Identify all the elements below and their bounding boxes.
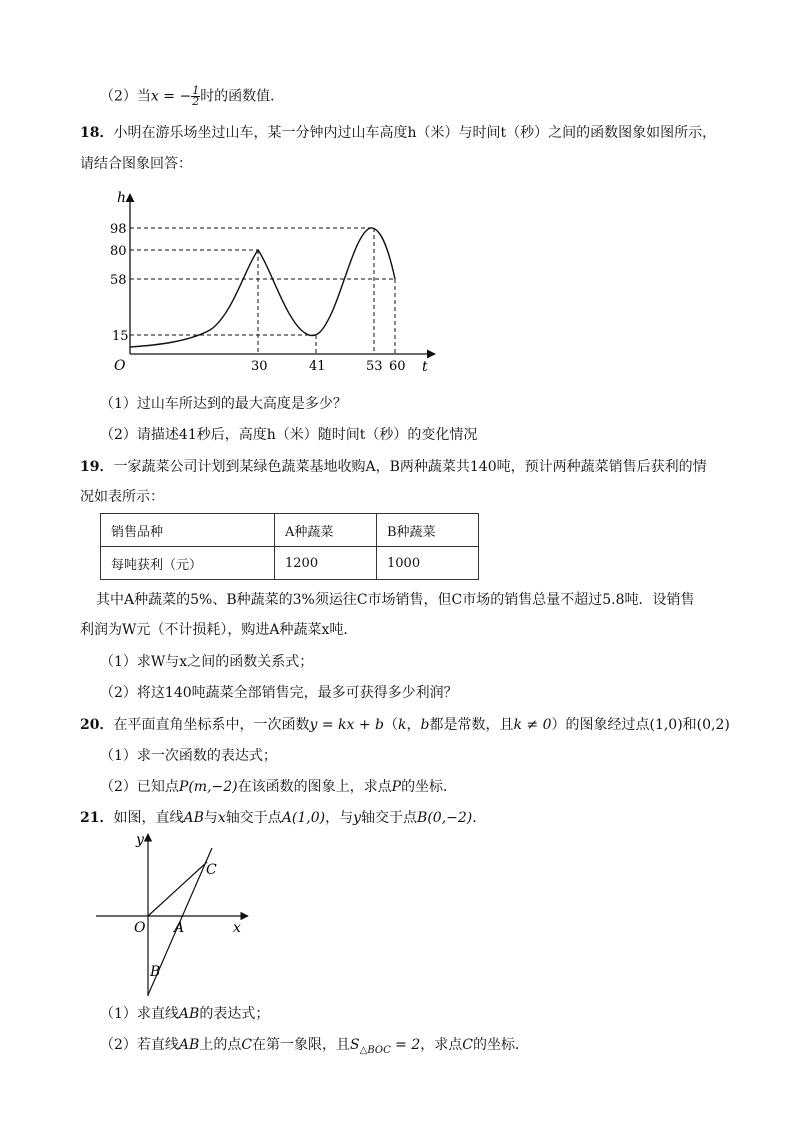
y-tick-58: 58 bbox=[110, 273, 127, 288]
q19-part1: （1）求W与x之间的函数关系式； bbox=[100, 654, 314, 670]
q18-number: 18． bbox=[80, 125, 114, 141]
q21-text-d: ，与 bbox=[325, 810, 354, 826]
graph1-t-label: t bbox=[422, 359, 428, 375]
table-cell: 1000 bbox=[377, 547, 479, 580]
x-tick-30: 30 bbox=[251, 359, 268, 374]
x-tick-60: 60 bbox=[389, 359, 406, 374]
q21-text-f: ． bbox=[472, 810, 487, 826]
q19-line3: 其中A种蔬菜的5%、B种蔬菜的3%须运往C市场销售，但C市场的销售总量不超过5.8吨．设销售 bbox=[96, 592, 695, 608]
height-curve bbox=[130, 228, 395, 347]
graph2-o-label: O bbox=[134, 920, 146, 936]
q21-part2-f: 的坐标． bbox=[472, 1037, 529, 1053]
q21-text-a: 如图，直线 bbox=[113, 810, 184, 826]
q17-part2-prefix: （2）当 bbox=[100, 88, 151, 105]
q18-line2: 请结合图象回答： bbox=[80, 156, 192, 172]
x-tick-41: 41 bbox=[309, 359, 326, 374]
q21-part2-b: 上的点 bbox=[199, 1037, 242, 1053]
q21-area-s: S bbox=[350, 1037, 360, 1053]
q18-part2: （2）请描述41秒后，高度h（米）随时间t（秒）的变化情况 bbox=[100, 427, 478, 443]
q21-part1-b: 的表达式； bbox=[199, 1006, 270, 1022]
q20-part2-a: （2）已知点 bbox=[100, 779, 179, 795]
table-row bbox=[101, 547, 479, 580]
q21-part1-ab: AB bbox=[178, 1006, 200, 1022]
table-cell: 每吨获利（元） bbox=[101, 547, 275, 580]
q21-text-e: 轴交于点 bbox=[361, 810, 418, 826]
q17-frac-num: 1 bbox=[192, 84, 200, 97]
graph1-h-label: h bbox=[117, 190, 127, 206]
graph2-y-label: y bbox=[136, 832, 144, 848]
x-tick-53: 53 bbox=[366, 359, 383, 374]
graph2-c-label: C bbox=[206, 862, 217, 878]
q19-line4: 利润为W元（不计损耗），购进A种蔬菜x吨． bbox=[80, 622, 358, 638]
q20-part1: （1）求一次函数的表达式； bbox=[100, 748, 277, 764]
q20-point-p: P(m,−2) bbox=[178, 779, 238, 795]
q21-x: x bbox=[217, 810, 226, 826]
q20-equation: y = kx + b bbox=[309, 717, 384, 733]
table-cell: 1200 bbox=[275, 547, 377, 580]
q20-text-c: ， bbox=[406, 717, 421, 733]
y-tick-15: 15 bbox=[112, 329, 129, 344]
q21-number: 21． bbox=[80, 810, 114, 826]
q19-part2: （2）将这140吨蔬菜全部销售完，最多可获得多少利润？ bbox=[100, 685, 458, 701]
q21-part1-a: （1）求直线 bbox=[100, 1006, 179, 1022]
q20-part2-b: 在该函数的图象上，求点 bbox=[237, 779, 392, 795]
graph2-b-label: B bbox=[150, 964, 161, 980]
q20-text-a: 在平面直角坐标系中，一次函数 bbox=[113, 717, 310, 733]
q17-frac-den: 2 bbox=[192, 95, 200, 108]
y-tick-98: 98 bbox=[110, 222, 127, 237]
height-time-graph bbox=[100, 186, 445, 378]
q20-number: 20． bbox=[80, 717, 114, 733]
q20-text-b: （ bbox=[384, 717, 398, 733]
q21-part1 bbox=[100, 1004, 269, 1024]
y-tick-80: 80 bbox=[110, 244, 127, 259]
q21-part2-e: ，求点 bbox=[420, 1037, 463, 1053]
q21-part2-cc: C bbox=[462, 1037, 473, 1053]
q20-part2 bbox=[100, 777, 457, 797]
q21-line1 bbox=[80, 808, 486, 828]
q17-part2 bbox=[100, 86, 284, 107]
q20-text-e: ）的图象经过点(1,0)和(0,2) bbox=[551, 717, 730, 733]
q17-fraction bbox=[191, 86, 200, 107]
q18-line1 bbox=[80, 123, 716, 143]
q21-part2-ab: AB bbox=[178, 1037, 200, 1053]
q20-text-d: 都是常数，且 bbox=[429, 717, 514, 733]
q19-number: 19． bbox=[80, 459, 114, 475]
table-header-cell: 销售品种 bbox=[101, 514, 275, 547]
table-header-cell: B种蔬菜 bbox=[377, 514, 479, 547]
graph2-x-label: x bbox=[233, 920, 241, 936]
q21-text-c: 轴交于点 bbox=[225, 810, 282, 826]
q18-text: 小明在游乐场坐过山车，某一分钟内过山车高度h（米）与时间t（秒）之间的函数图象如图所示， bbox=[113, 125, 717, 141]
q21-text-b: 与 bbox=[203, 810, 218, 826]
q20-b: b bbox=[420, 717, 430, 733]
q19-line1 bbox=[80, 457, 707, 477]
q20-k: k bbox=[398, 717, 407, 733]
q21-ab: AB bbox=[183, 810, 204, 826]
line-oc bbox=[148, 862, 207, 916]
table-header-cell: A种蔬菜 bbox=[275, 514, 377, 547]
q18-part1: （1）过山车所达到的最大高度是多少？ bbox=[100, 396, 347, 412]
q21-part2 bbox=[100, 1035, 529, 1061]
q19-line2: 况如表所示： bbox=[80, 489, 164, 505]
graph1-origin-label: O bbox=[114, 358, 126, 374]
q21-area-sub: △BOC bbox=[359, 1044, 391, 1056]
q17-part2-suffix: 时的函数值． bbox=[200, 88, 285, 105]
q21-y: y bbox=[353, 810, 362, 826]
q19-text: 一家蔬菜公司计划到某绿色蔬菜基地收购A，B两种蔬菜共140吨，预计两种蔬菜销售后获利的情 bbox=[113, 459, 707, 475]
q20-line1 bbox=[80, 715, 730, 735]
q21-part2-d: 在第一象限，且 bbox=[252, 1037, 351, 1053]
q17-x-equation: x = − bbox=[150, 88, 192, 105]
q20-part2-c: 的坐标． bbox=[401, 779, 458, 795]
graph2-a-label: A bbox=[174, 920, 185, 936]
q21-part2-c: C bbox=[241, 1037, 253, 1053]
q21-part2-a: （2）若直线 bbox=[100, 1037, 179, 1053]
q20-p: P bbox=[391, 779, 402, 795]
q21-area-eq: = 2 bbox=[390, 1037, 421, 1053]
line-ab-diagram bbox=[90, 828, 260, 998]
q21-point-a: A(1,0) bbox=[281, 810, 326, 826]
q20-k-not-zero: k ≠ 0 bbox=[513, 717, 552, 733]
q21-point-b: B(0,−2) bbox=[417, 810, 473, 826]
table-header-row bbox=[101, 514, 479, 547]
profit-table bbox=[100, 513, 479, 580]
